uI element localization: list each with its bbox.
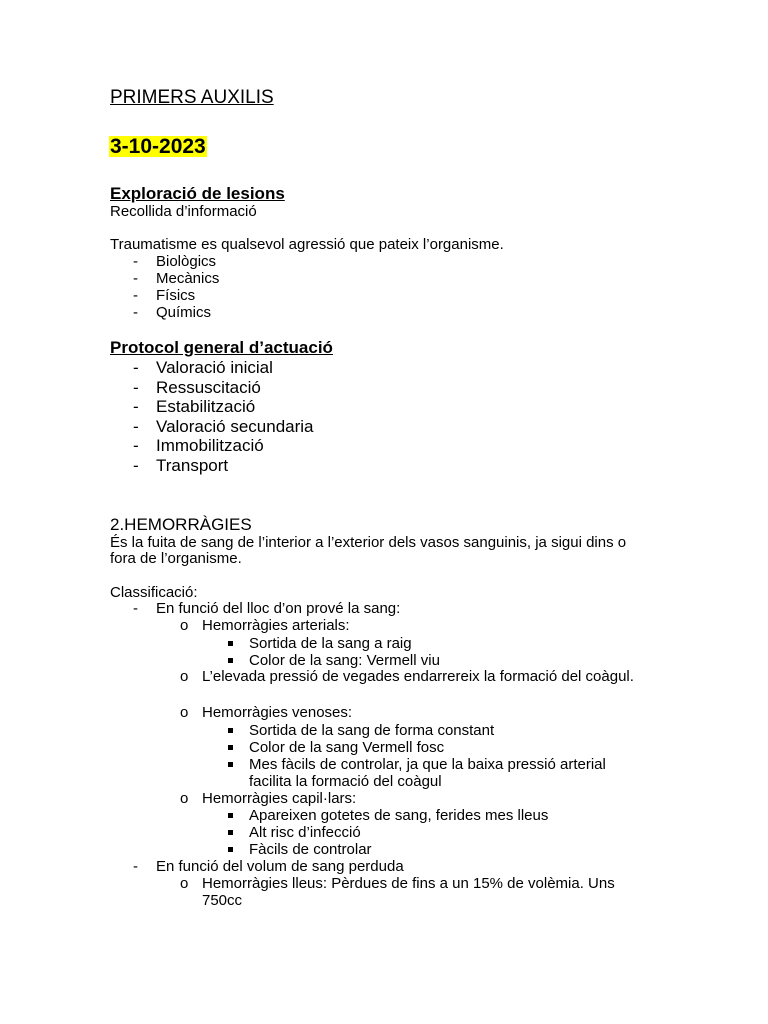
list-dash: - xyxy=(133,456,139,475)
list-item: Transport xyxy=(156,456,229,475)
list-item-origin: En funció del lloc d’on prové la sang: xyxy=(156,600,401,617)
list-dash: - xyxy=(133,397,139,416)
list-item: Químics xyxy=(156,304,212,321)
date-highlight: 3-10-2023 xyxy=(110,135,206,158)
list-dash: - xyxy=(133,417,139,436)
subsublist-item: Apareixen gotetes de sang, ferides mes lleus xyxy=(249,807,549,824)
section-subtitle: Recollida d’informació xyxy=(110,203,257,220)
paragraph-traumatisme: Traumatisme es qualsevol agressió que pateix l’organisme. xyxy=(110,236,504,253)
subsublist-item-continuation: facilita la formació del coàgul xyxy=(249,773,442,790)
subsublist-item: Color de la sang: Vermell viu xyxy=(249,652,440,669)
sublist-item-arterial-note: L’elevada pressió de vegades endarrereix la formació del coàgul. xyxy=(202,668,634,685)
square-bullet-icon xyxy=(228,745,233,750)
list-item: Estabilització xyxy=(156,397,256,416)
circle-bullet-icon: o xyxy=(180,668,189,685)
sublist-item-capillary: Hemorràgies capil·lars: xyxy=(202,790,357,807)
subsublist-item: Color de la sang Vermell fosc xyxy=(249,739,445,756)
list-item: Biològics xyxy=(156,253,217,270)
subsublist-item: Fàcils de controlar xyxy=(249,841,372,858)
circle-bullet-icon: o xyxy=(180,617,189,634)
subsublist-item: Mes fàcils de controlar, ja que la baixa pressió arterial xyxy=(249,756,606,773)
subsublist-item: Alt risc d’infecció xyxy=(249,824,361,841)
sublist-item-arterial: Hemorràgies arterials: xyxy=(202,617,350,634)
square-bullet-icon xyxy=(228,830,233,835)
section-heading-protocol: Protocol general d’actuació xyxy=(110,338,333,357)
definition-line-1: És la fuita de sang de l’interior a l’exterior dels vasos sanguinis, ja sigui dins o xyxy=(110,534,627,551)
list-item: Ressuscitació xyxy=(156,378,261,397)
document-title: PRIMERS AUXILIS xyxy=(110,87,274,108)
sublist-item-mild: Hemorràgies lleus: Pèrdues de fins a un 15% de volèmia. Uns xyxy=(202,875,615,892)
subsublist-item: Sortida de la sang a raig xyxy=(249,635,412,652)
square-bullet-icon xyxy=(228,762,233,767)
square-bullet-icon xyxy=(228,658,233,663)
list-dash: - xyxy=(133,304,138,321)
list-item: Mecànics xyxy=(156,270,220,287)
list-item: Valoració inicial xyxy=(156,358,273,377)
list-item: Immobilització xyxy=(156,436,264,455)
square-bullet-icon xyxy=(228,847,233,852)
circle-bullet-icon: o xyxy=(180,875,189,892)
list-item: Valoració secundaria xyxy=(156,417,314,436)
definition-line-2: fora de l’organisme. xyxy=(110,550,242,567)
list-dash: - xyxy=(133,270,138,287)
list-dash: - xyxy=(133,436,139,455)
list-dash: - xyxy=(133,358,139,377)
subsublist-item: Sortida de la sang de forma constant xyxy=(249,722,495,739)
list-dash: - xyxy=(133,378,139,397)
list-dash: - xyxy=(133,858,138,875)
sublist-item-mild-continuation: 750cc xyxy=(202,892,243,909)
list-dash: - xyxy=(133,600,138,617)
list-item-volume: En funció del volum de sang perduda xyxy=(156,858,404,875)
circle-bullet-icon: o xyxy=(180,704,189,721)
list-item: Físics xyxy=(156,287,196,304)
sublist-item-venous: Hemorràgies venoses: xyxy=(202,704,353,721)
list-dash: - xyxy=(133,253,138,270)
section-heading-hemorragies: 2.HEMORRÀGIES xyxy=(110,515,252,534)
classification-label: Classificació: xyxy=(110,584,198,601)
square-bullet-icon xyxy=(228,813,233,818)
section-heading-exploracio: Exploració de lesions xyxy=(110,184,285,203)
square-bullet-icon xyxy=(228,728,233,733)
circle-bullet-icon: o xyxy=(180,790,189,807)
square-bullet-icon xyxy=(228,641,233,646)
list-dash: - xyxy=(133,287,138,304)
